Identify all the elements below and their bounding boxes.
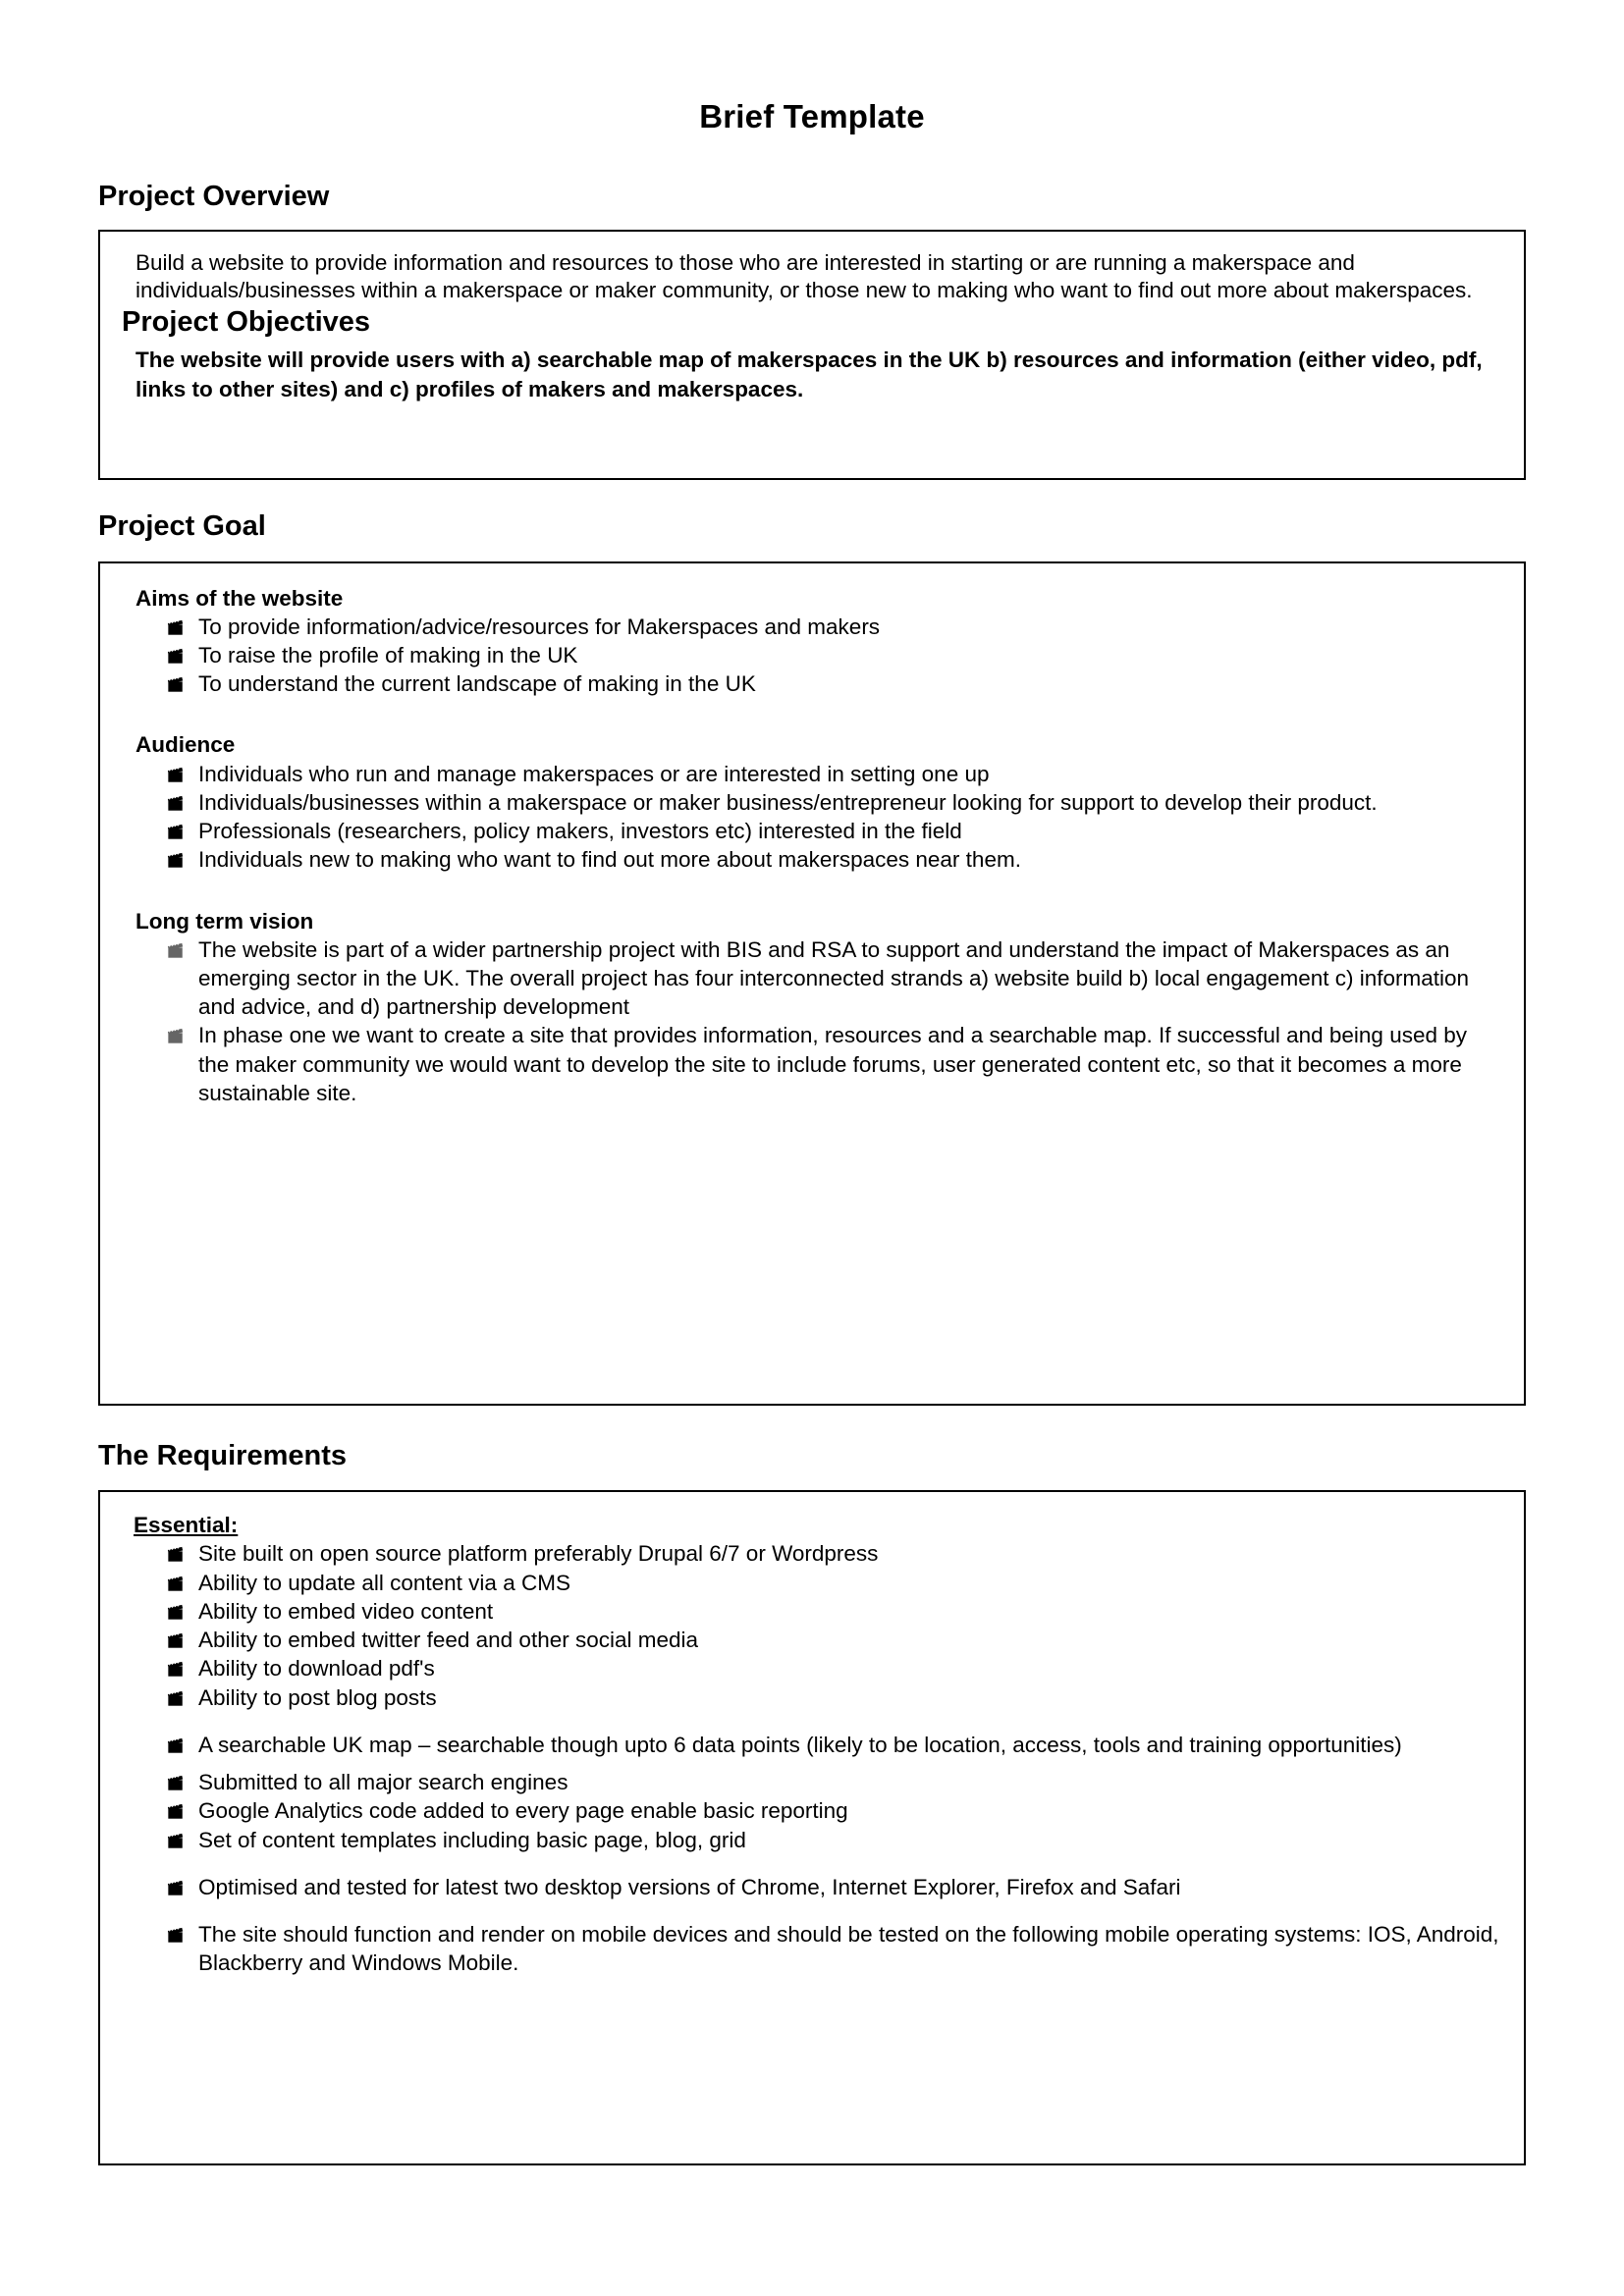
list-item-text: Ability to download pdf's — [198, 1656, 435, 1682]
subheading-aims-of-the-website: Aims of the website — [135, 585, 344, 611]
list-item-text: Professionals (researchers, policy makers, investors etc) interested in the field — [198, 819, 962, 844]
list-item-text: A searchable UK map – searchable though upto 6 data points (likely to be location, access, tools and training opportunities) — [198, 1732, 1402, 1757]
clapperboard-bullet-icon — [167, 1024, 185, 1042]
spacer — [122, 875, 1502, 908]
list-item-text: Ability to embed twitter feed and other social media — [198, 1628, 699, 1653]
clapperboard-bullet-icon — [167, 1771, 185, 1789]
long-term-vision-list — [122, 935, 1502, 1108]
clapperboard-bullet-icon — [167, 791, 185, 810]
clapperboard-bullet-icon — [167, 1829, 185, 1847]
list-item-text: To understand the current landscape of making in the UK — [198, 671, 756, 697]
clapperboard-bullet-icon — [167, 1686, 185, 1705]
list-item — [122, 1539, 1502, 1568]
clapperboard-bullet-icon — [167, 1734, 185, 1752]
clapperboard-bullet-icon — [167, 1600, 185, 1619]
list-item-text: Google Analytics code added to every page enable basic reporting — [198, 1798, 848, 1824]
list-item-text: The website is part of a wider partnership project with BIS and RSA to support and understand the impact of Makerspaces as an emerging sector in the UK. The overall project has four interconnected strands a) website build b) local engagement c) information and advice, and d) partnership development — [198, 936, 1470, 1020]
list-item — [122, 935, 1502, 1022]
section-heading-project-overview: Project Overview — [98, 180, 330, 212]
list-item-text: Ability to post blog posts — [198, 1684, 437, 1710]
clapperboard-bullet-icon — [167, 1629, 185, 1647]
project-overview-box — [98, 230, 1526, 480]
clapperboard-bullet-icon — [167, 1657, 185, 1676]
audience-list — [122, 760, 1502, 875]
list-item — [122, 1021, 1502, 1107]
clapperboard-bullet-icon — [167, 1923, 185, 1942]
section-heading-project-objectives: Project Objectives — [122, 305, 371, 338]
clapperboard-bullet-icon — [167, 672, 185, 691]
list-item — [122, 1826, 1502, 1854]
section-heading-project-goal: Project Goal — [98, 509, 266, 542]
list-item — [122, 613, 1502, 641]
list-item — [122, 1654, 1502, 1682]
aims-list — [122, 613, 1502, 699]
list-item — [122, 1920, 1502, 1978]
clapperboard-bullet-icon — [167, 615, 185, 634]
essential-requirements-list — [122, 1539, 1502, 1977]
project-goal-box — [98, 561, 1526, 1406]
list-item — [122, 669, 1502, 698]
list-item-text: In phase one we want to create a site that provides information, resources and a searchable map. If successful and being used by the maker community we would want to develop the site to include forums, user generated content etc, so that it becomes a more sustainable site. — [198, 1023, 1468, 1105]
list-item-text: To provide information/advice/resources for Makerspaces and makers — [198, 614, 881, 639]
subheading-audience: Audience — [135, 732, 236, 758]
clapperboard-bullet-icon — [167, 1799, 185, 1818]
clapperboard-bullet-icon — [167, 1542, 185, 1561]
spacer — [122, 698, 1502, 731]
list-item — [122, 1626, 1502, 1654]
list-item-text: Individuals/businesses within a makerspace or maker business/entrepreneur looking for support to develop their product. — [198, 789, 1378, 815]
list-item-text: The site should function and render on mobile devices and should be tested on the following mobile operating systems: IOS, Android, Blackberry and Windows Mobile. — [198, 1922, 1499, 1976]
clapperboard-bullet-icon — [167, 644, 185, 663]
list-item-text: Site built on open source platform preferably Drupal 6/7 or Wordpress — [198, 1541, 879, 1567]
list-item — [122, 788, 1502, 817]
subheading-long-term-vision: Long term vision — [135, 908, 314, 934]
list-item — [122, 1873, 1502, 1901]
list-item — [122, 817, 1502, 845]
list-item-text: To raise the profile of making in the UK — [198, 642, 578, 667]
list-item-text: Individuals who run and manage makerspaces or are interested in setting one up — [198, 761, 990, 786]
section-heading-the-requirements: The Requirements — [98, 1439, 347, 1471]
list-item — [122, 1597, 1502, 1626]
list-item-text: Optimised and tested for latest two desktop versions of Chrome, Internet Explorer, Firefox and Safari — [198, 1874, 1181, 1899]
list-item — [122, 845, 1502, 874]
list-item-text: Submitted to all major search engines — [198, 1770, 568, 1795]
clapperboard-bullet-icon — [167, 848, 185, 867]
clapperboard-bullet-icon — [167, 1876, 185, 1895]
page-title: Brief Template — [699, 98, 925, 134]
project-overview-paragraph: Build a website to provide information and resources to those who are interested in starting or are running a makerspace and individuals/businesses within a makerspace or maker community, or those new to making who want to find out more about makerspaces. — [135, 249, 1473, 303]
list-item-text: Individuals new to making who want to find out more about makerspaces near them. — [198, 847, 1021, 873]
clapperboard-bullet-icon — [167, 938, 185, 957]
list-item — [122, 760, 1502, 788]
list-item — [122, 641, 1502, 669]
project-objectives-paragraph: The website will provide users with a) searchable map of makerspaces in the UK b) resources and information (either video, pdf, links to other sites) and c) profiles of makers and makerspaces. — [135, 347, 1483, 401]
clapperboard-bullet-icon — [167, 820, 185, 838]
list-item — [122, 1796, 1502, 1825]
list-item — [122, 1731, 1502, 1759]
list-item — [122, 1683, 1502, 1712]
list-item-text: Ability to update all content via a CMS — [198, 1570, 570, 1595]
list-item-text: Ability to embed video content — [198, 1598, 494, 1624]
list-item-text: Set of content templates including basic page, blog, grid — [198, 1827, 746, 1852]
subheading-essential: Essential: — [134, 1513, 239, 1538]
clapperboard-bullet-icon — [167, 763, 185, 781]
list-item — [122, 1768, 1502, 1796]
list-item — [122, 1569, 1502, 1597]
requirements-box — [98, 1490, 1526, 2165]
clapperboard-bullet-icon — [167, 1572, 185, 1590]
